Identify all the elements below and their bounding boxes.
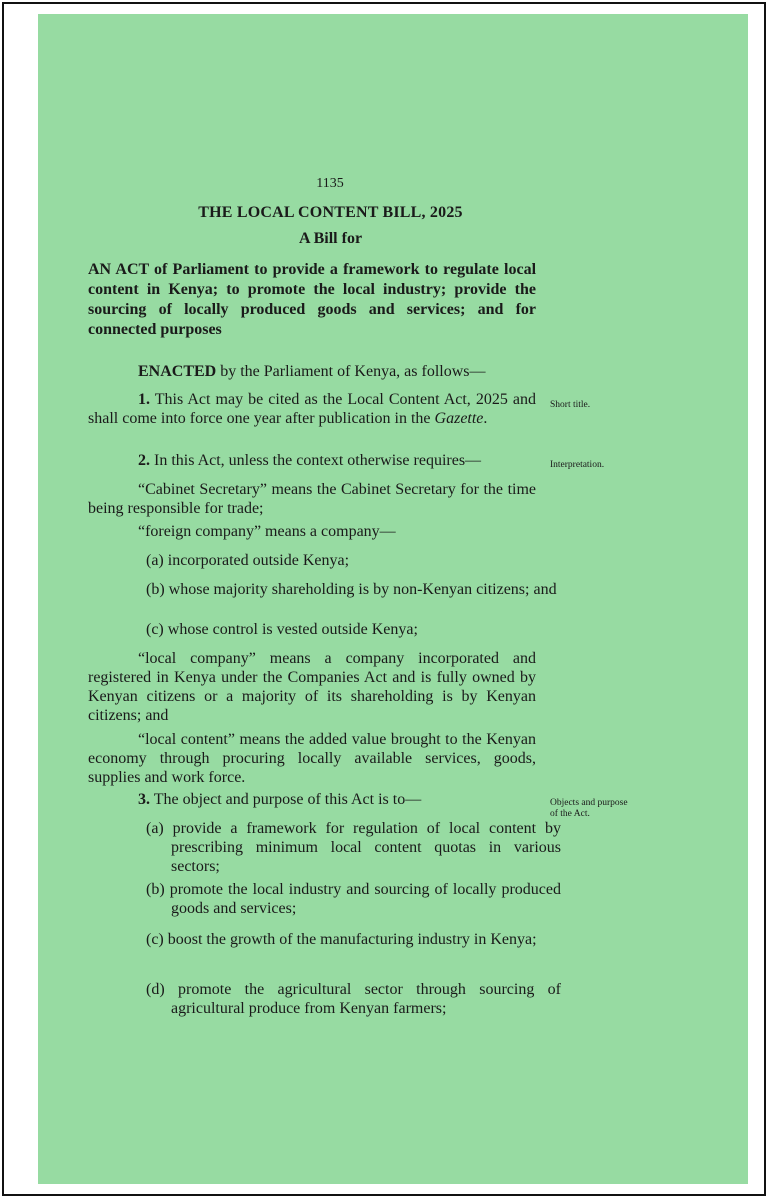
- definition-local-company: “local company” means a company incorporated and registered in Kenya under the Companies Act and is fully owned by Kenyan citizens or a majority of its shareholding is by Kenyan citizens; and: [88, 650, 536, 724]
- section-2: [88, 451, 536, 470]
- page-number: 1135: [316, 176, 344, 191]
- section-2-text: In this Act, unless the context otherwise requires—: [150, 452, 482, 469]
- enacted-text: by the Parliament of Kenya, as follows—: [216, 363, 486, 380]
- section-3-number: 3.: [138, 791, 150, 808]
- object-item-d: (d) promote the agricultural sector through sourcing of agricultural produce from Kenyan farmers;: [146, 981, 561, 1017]
- foreign-company-item-c: (c) whose control is vested outside Kenya;: [146, 621, 418, 638]
- definition-cabinet-secretary: “Cabinet Secretary” means the Cabinet Secretary for the time being responsible for trade;: [88, 481, 536, 517]
- marginal-note-objects: Objects and purpose of the Act.: [550, 798, 628, 819]
- gazette-term: Gazette: [434, 410, 484, 427]
- object-item-c: (c) boost the growth of the manufacturing industry in Kenya;: [146, 931, 537, 948]
- section-1: [88, 390, 536, 428]
- foreign-company-item-b: (b) whose majority shareholding is by non-Kenyan citizens; and: [146, 581, 557, 598]
- section-3: [88, 790, 536, 809]
- definition-local-content: “local content” means the added value brought to the Kenyan economy through procuring locally available services, goods, supplies and work force.: [88, 731, 536, 786]
- object-item-b: (b) promote the local industry and sourcing of locally produced goods and services;: [146, 881, 561, 917]
- section-3-text: The object and purpose of this Act is to—: [150, 791, 422, 808]
- enacted-lead: ENACTED: [138, 363, 217, 380]
- section-1-end: .: [483, 410, 488, 427]
- foreign-company-item-a: (a) incorporated outside Kenya;: [146, 552, 350, 569]
- long-title: [88, 260, 536, 340]
- definition-foreign-company: “foreign company” means a company—: [138, 523, 396, 540]
- long-title-lead: AN ACT: [88, 261, 149, 278]
- bill-title: THE LOCAL CONTENT BILL, 2025: [198, 204, 463, 221]
- marginal-note-short-title: Short title.: [550, 400, 591, 410]
- object-item-a: (a) provide a framework for regulation of local content by prescribing minimum local content quotas in various sectors;: [146, 820, 561, 875]
- section-1-text: This Act may be cited as the Local Content Act, 2025 and shall come into force one year after publication in the: [88, 391, 536, 427]
- bill-page: [38, 14, 748, 1184]
- long-title-text: of Parliament to provide a framework to regulate local content in Kenya; to promote the local industry; provide the sourcing of locally produced goods and services; and for connected purposes: [88, 261, 537, 338]
- section-2-number: 2.: [138, 452, 150, 469]
- section-1-number: 1.: [138, 391, 150, 408]
- marginal-note-interpretation: Interpretation.: [550, 460, 605, 470]
- enacting-clause: [88, 362, 536, 381]
- bill-subtitle: A Bill for: [298, 230, 363, 247]
